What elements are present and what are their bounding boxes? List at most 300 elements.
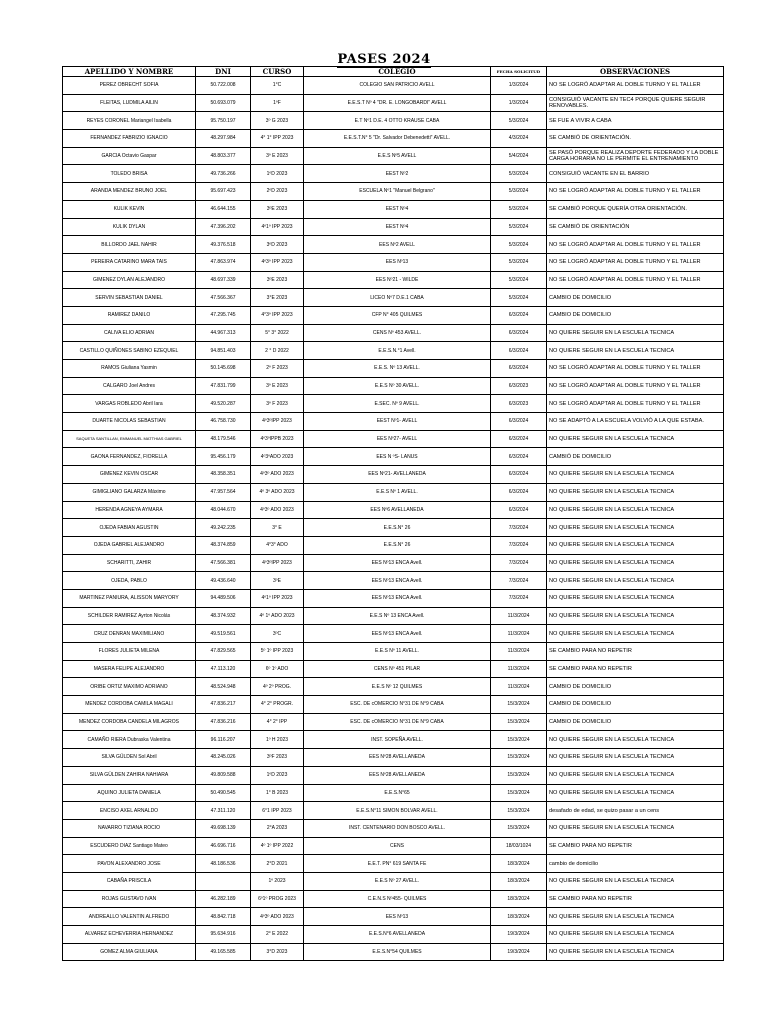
cell-curso: 3ºE: [251, 572, 304, 590]
cell-colegio: INST. SOPEÑA AVELL.: [304, 731, 491, 749]
table-row: [63, 200, 724, 218]
cell-observaciones: NO QUIERE SEGUIR EN LA ESCUELA TECNICA: [547, 784, 724, 802]
cell-dni: 47.295.745: [196, 306, 251, 324]
cell-curso: 4º3º ADO 2023: [251, 501, 304, 519]
cell-curso: 6°1 IPP 2023: [251, 802, 304, 820]
table-row: [63, 678, 724, 696]
cell-colegio: EEST Nº4: [304, 200, 491, 218]
table-row: [63, 253, 724, 271]
cell-colegio: EEST Nº2: [304, 165, 491, 183]
cell-fecha-solicitud: 6/3/2024: [491, 413, 547, 431]
table-row: [63, 271, 724, 289]
cell-curso: 5° 3° 2022: [251, 324, 304, 342]
table-row: [63, 926, 724, 944]
cell-curso: 4º3º ADO 2023: [251, 908, 304, 926]
table-row: [63, 448, 724, 466]
cell-dni: 47.113.120: [196, 660, 251, 678]
cell-dni: 49.809.588: [196, 766, 251, 784]
cell-dni: 47.311.120: [196, 802, 251, 820]
cell-curso: 3ºE 2023: [251, 200, 304, 218]
cell-observaciones: NO QUIERE SEGUIR EN LA ESCUELA TECNICA: [547, 519, 724, 537]
cell-curso: 2°D 2021: [251, 855, 304, 873]
cell-observaciones: NO QUIERE SEGUIR EN LA ESCUELA TECNICA: [547, 607, 724, 625]
cell-fecha-solicitud: 19/3/2024: [491, 943, 547, 961]
cell-curso: 4º1º IPP 2023: [251, 589, 304, 607]
cell-colegio: E.E.S Nº 12 QUILMES: [304, 678, 491, 696]
table-row: [63, 660, 724, 678]
cell-dni: 47.566.381: [196, 554, 251, 572]
cell-apellido-nombre: GOMEZ ALMA GIULIANA: [63, 943, 196, 961]
cell-curso: 2 ° D 2022: [251, 342, 304, 360]
cell-curso: 3ºF 2023: [251, 749, 304, 767]
cell-fecha-solicitud: 5/3/2024: [491, 200, 547, 218]
cell-observaciones: NO QUIERE SEGUIR EN LA ESCUELA TECNICA: [547, 483, 724, 501]
cell-observaciones: CAMBIO DE DOMICILIO: [547, 289, 724, 307]
cell-colegio: E.T Nº1 D.E. 4 OTTO KRAUSE CABA: [304, 112, 491, 130]
cell-curso: 1º H 2023: [251, 731, 304, 749]
cell-dni: 49.519.561: [196, 625, 251, 643]
cell-apellido-nombre: ORIBE ORTIZ MAXIMO ADRIANO: [63, 678, 196, 696]
table-row: [63, 802, 724, 820]
table-row: [63, 130, 724, 148]
cell-apellido-nombre: ALVAREZ ECHEVERRIA HERNANDEZ: [63, 926, 196, 944]
header-observaciones: OBSERVACIONES: [547, 67, 724, 77]
cell-apellido-nombre: ESCUDERO DIAZ Santiago Mateo: [63, 837, 196, 855]
cell-curso: 4°3° ADO: [251, 536, 304, 554]
cell-observaciones: NO SE LOGRÓ ADAPTAR AL DOBLE TURNO Y EL TALLER: [547, 377, 724, 395]
cell-observaciones: NO SE LOGRÓ ADAPTAR AL DOBLE TURNO Y EL TALLER: [547, 360, 724, 378]
cell-colegio: EES Nº27- AVELL: [304, 430, 491, 448]
cell-observaciones: SE PASÓ PORQUE REALIZA DEPORTE FEDERADO Y LA DOBLE CARGA HORARIA NO LE PERMITE EL ENTRENAMIENTO: [547, 147, 724, 165]
cell-observaciones: NO QUIERE SEGUIR EN LA ESCUELA TECNICA: [547, 430, 724, 448]
cell-curso: 1°C: [251, 77, 304, 95]
table-row: [63, 819, 724, 837]
cell-apellido-nombre: SILVA GÜLDEN ZAHIRA NAHIARA: [63, 766, 196, 784]
cell-dni: 47.836.216: [196, 713, 251, 731]
cell-curso: 2°A 2023: [251, 819, 304, 837]
cell-apellido-nombre: ROJAS GUSTAVO IVAN: [63, 890, 196, 908]
cell-fecha-solicitud: 7/3/2024: [491, 589, 547, 607]
cell-curso: 2° E 2022: [251, 926, 304, 944]
cell-fecha-solicitud: 6/3/2023: [491, 377, 547, 395]
table-row: [63, 342, 724, 360]
cell-apellido-nombre: ANDREALLO VALENTIN ALFREDO: [63, 908, 196, 926]
table-row: [63, 784, 724, 802]
cell-colegio: E.E.S Nº 30 AVELL.: [304, 377, 491, 395]
cell-colegio: CENS: [304, 837, 491, 855]
cell-dni: 95.456.179: [196, 448, 251, 466]
table-row: [63, 625, 724, 643]
cell-fecha-solicitud: 5/3/2024: [491, 165, 547, 183]
cell-colegio: E.E.S.N° 26: [304, 536, 491, 554]
cell-curso: 1° B 2023: [251, 784, 304, 802]
cell-observaciones: CAMBIÓ DE DOMICILIO: [547, 448, 724, 466]
table-row: [63, 77, 724, 95]
cell-observaciones: NO QUIERE SEGUIR EN LA ESCUELA TECNICA: [547, 554, 724, 572]
table-row: [63, 536, 724, 554]
cell-apellido-nombre: CAMAÑO RIERA Dubraska Valentina: [63, 731, 196, 749]
cell-dni: 48.374.932: [196, 607, 251, 625]
cell-fecha-solicitud: 18/3/2024: [491, 908, 547, 926]
cell-apellido-nombre: ENCISO AXEL ARNALDO: [63, 802, 196, 820]
cell-observaciones: SE CAMBIO PARA NO REPETIR: [547, 643, 724, 661]
table-row: [63, 749, 724, 767]
cell-colegio: LICEO Nº7 D.E.1 CABA: [304, 289, 491, 307]
table-row: [63, 183, 724, 201]
cell-apellido-nombre: FERNANDEZ FABRIZIO IGNACIO: [63, 130, 196, 148]
cell-fecha-solicitud: 7/3/2024: [491, 554, 547, 572]
cell-curso: 3º F 2023: [251, 395, 304, 413]
cell-fecha-solicitud: 6/3/2024: [491, 483, 547, 501]
cell-fecha-solicitud: 6/3/2023: [491, 395, 547, 413]
cell-fecha-solicitud: 11/3/2024: [491, 678, 547, 696]
cell-observaciones: SE CAMBIÓ PORQUE QUERÍA OTRA ORIENTACIÓN.: [547, 200, 724, 218]
table-body: [63, 77, 724, 961]
cell-apellido-nombre: OJEDA, PABLO: [63, 572, 196, 590]
cell-colegio: EES Nº13 ENCA Avell.: [304, 572, 491, 590]
transfers-table: [62, 66, 724, 961]
cell-colegio: ESC. DE cOMERCIO N°31 DE N°9 CABA: [304, 696, 491, 714]
cell-apellido-nombre: REYES CORONEL Mariangel Isabella: [63, 112, 196, 130]
cell-apellido-nombre: CRUZ DENRAN MAXIMILIANO: [63, 625, 196, 643]
cell-observaciones: NO SE LOGRÓ ADAPTAR AL DOBLE TURNO Y EL TALLER: [547, 77, 724, 95]
cell-apellido-nombre: SERVIN SEBASTIAN DANIEL: [63, 289, 196, 307]
cell-apellido-nombre: GIMENEZ KEVIN OSCAR: [63, 466, 196, 484]
cell-curso: 3°D 2023: [251, 943, 304, 961]
cell-curso: 5º 1º IPP 2023: [251, 643, 304, 661]
table-row: [63, 554, 724, 572]
cell-dni: 48.524.948: [196, 678, 251, 696]
cell-fecha-solicitud: 19/3/2024: [491, 926, 547, 944]
cell-observaciones: NO QUIERE SEGUIR EN LA ESCUELA TECNICA: [547, 589, 724, 607]
cell-colegio: EES Nº21 - WILDE: [304, 271, 491, 289]
table-row: [63, 289, 724, 307]
cell-apellido-nombre: GIMIGLIANO GALARZA Máximo: [63, 483, 196, 501]
table-row: [63, 731, 724, 749]
cell-dni: 48.374.859: [196, 536, 251, 554]
cell-colegio: EES Nº13 ENCA Avell.: [304, 625, 491, 643]
cell-colegio: ESCUELA Nº1 "Manuel Belgrano": [304, 183, 491, 201]
table-row: [63, 218, 724, 236]
cell-colegio: EES Nº13: [304, 908, 491, 926]
table-row: [63, 413, 724, 431]
cell-observaciones: NO QUIERE SEGUIR EN LA ESCUELA TECNICA: [547, 943, 724, 961]
cell-dni: 47.829.565: [196, 643, 251, 661]
header-curso: CURSO: [251, 67, 304, 77]
cell-observaciones: NO QUIERE SEGUIR EN LA ESCUELA TECNICA: [547, 466, 724, 484]
cell-dni: 48.297.984: [196, 130, 251, 148]
cell-fecha-solicitud: 6/3/2024: [491, 360, 547, 378]
cell-apellido-nombre: CABAÑA PRISCILA: [63, 872, 196, 890]
cell-observaciones: NO SE LOGRÓ ADAPTAR AL DOBLE TURNO Y EL TALLER: [547, 253, 724, 271]
cell-fecha-solicitud: 5/4/2024: [491, 147, 547, 165]
cell-observaciones: CONSIGUIÓ VACANTE EN TEC4 PORQUE QUIERE SEGUIR RENOVABLES.: [547, 94, 724, 112]
cell-observaciones: CAMBIO DE DOMICILIO: [547, 306, 724, 324]
cell-observaciones: CAMBIO DE DOMICILIO: [547, 678, 724, 696]
cell-colegio: CENS Nº 453 AVELL.: [304, 324, 491, 342]
cell-fecha-solicitud: 5/3/2024: [491, 253, 547, 271]
cell-fecha-solicitud: 5/3/2024: [491, 236, 547, 254]
cell-curso: 4º3ºADO 2023: [251, 448, 304, 466]
cell-apellido-nombre: PEREIRA CATARINO MARA TAIS: [63, 253, 196, 271]
header-colegio: COLEGIO: [304, 67, 491, 77]
cell-colegio: EES Nº2 AVELL: [304, 236, 491, 254]
cell-observaciones: NO SE ADAPTÓ A LA ESCUELA VOLVIÓ A LA QUE ESTABA.: [547, 413, 724, 431]
table-row: [63, 324, 724, 342]
cell-curso: 3º E 2023: [251, 147, 304, 165]
cell-fecha-solicitud: 5/3/2024: [491, 289, 547, 307]
cell-fecha-solicitud: 15/3/2024: [491, 802, 547, 820]
cell-dni: 48.186.536: [196, 855, 251, 873]
cell-curso: 4º 1º IPP 2022: [251, 837, 304, 855]
cell-curso: 4º3ºIPP 2023: [251, 554, 304, 572]
cell-curso: 3ºD 2023: [251, 236, 304, 254]
cell-fecha-solicitud: 15/3/2024: [491, 766, 547, 784]
cell-fecha-solicitud: 7/3/2024: [491, 536, 547, 554]
cell-apellido-nombre: TOLEDO BRISA: [63, 165, 196, 183]
cell-fecha-solicitud: 11/3/2024: [491, 607, 547, 625]
cell-observaciones: NO QUIERE SEGUIR EN LA ESCUELA TECNICA: [547, 766, 724, 784]
cell-fecha-solicitud: 15/3/2024: [491, 749, 547, 767]
cell-fecha-solicitud: 15/3/2024: [491, 713, 547, 731]
cell-colegio: E.E.T. PN° 619 SANTA FE: [304, 855, 491, 873]
cell-apellido-nombre: RAMOS Giuliana Yasmin: [63, 360, 196, 378]
cell-apellido-nombre: NAVARRO TIZIANA ROCIO: [63, 819, 196, 837]
cell-colegio: EES Nº21- AVELLANEDA: [304, 466, 491, 484]
cell-colegio: EEST Nº4: [304, 218, 491, 236]
cell-fecha-solicitud: 5/3/2024: [491, 271, 547, 289]
cell-curso: 2ºD 2023: [251, 183, 304, 201]
cell-colegio: E.E.S.N°54 QUILMES: [304, 943, 491, 961]
cell-dni: 46.758.730: [196, 413, 251, 431]
cell-colegio: C.E.N.S Nº455- QUILMES: [304, 890, 491, 908]
cell-apellido-nombre: PEREZ OBRECHT SOFIA: [63, 77, 196, 95]
cell-curso: 4º3ºIPP 2023: [251, 413, 304, 431]
cell-dni: 95.750.197: [196, 112, 251, 130]
table-row: [63, 837, 724, 855]
cell-observaciones: CONSIGUIÓ VACANTE EN EL BARRIO: [547, 165, 724, 183]
cell-dni: 49.436.640: [196, 572, 251, 590]
cell-dni: 46.644.155: [196, 200, 251, 218]
cell-curso: 6º1º PROG 2023: [251, 890, 304, 908]
cell-observaciones: NO QUIERE SEGUIR EN LA ESCUELA TECNICA: [547, 324, 724, 342]
cell-observaciones: SE CAMBIO PARA NO REPETIR: [547, 660, 724, 678]
cell-observaciones: SE CAMBIÓ DE ORIENTACIÓN: [547, 218, 724, 236]
table-row: [63, 643, 724, 661]
cell-observaciones: NO SE LOGRÓ ADAPTAR AL DOBLE TURNO Y EL TALLER: [547, 271, 724, 289]
cell-fecha-solicitud: 15/3/2024: [491, 819, 547, 837]
cell-curso: 4º3º IPP 2023: [251, 253, 304, 271]
cell-dni: 48.803.377: [196, 147, 251, 165]
cell-observaciones: NO QUIERE SEGUIR EN LA ESCUELA TECNICA: [547, 872, 724, 890]
cell-dni: 48.358.351: [196, 466, 251, 484]
cell-apellido-nombre: CASTILLO QUIÑONES SABINO EZEQUIEL: [63, 342, 196, 360]
cell-dni: 95.697.423: [196, 183, 251, 201]
cell-fecha-solicitud: 18/3/2024: [491, 872, 547, 890]
cell-colegio: ESC. DE cOMERCIO N°31 DE N°9 CABA: [304, 713, 491, 731]
cell-apellido-nombre: OJEDA FABIAN AGUSTIN: [63, 519, 196, 537]
table-row: [63, 713, 724, 731]
cell-observaciones: NO QUIERE SEGUIR EN LA ESCUELA TECNICA: [547, 342, 724, 360]
cell-colegio: E.E.S. Nº 13 AVELL.: [304, 360, 491, 378]
document-title-text: PASES 2024: [337, 52, 431, 67]
table-row: [63, 306, 724, 324]
cell-observaciones: SE CAMBIÓ DE ORIENTACIÓN.: [547, 130, 724, 148]
cell-curso: 3° E: [251, 519, 304, 537]
cell-dni: [196, 872, 251, 890]
cell-apellido-nombre: GAONA FERNANDEZ, FIORELLA: [63, 448, 196, 466]
header-row: [63, 67, 724, 77]
table-row: [63, 589, 724, 607]
cell-colegio: E.E.S.N°65: [304, 784, 491, 802]
cell-fecha-solicitud: 7/3/2024: [491, 572, 547, 590]
cell-colegio: E.E.S.T.N° 5 "Dr. Salvador Debenedetti" AVELL.: [304, 130, 491, 148]
cell-apellido-nombre: HERENDA AGNEYA AYMARA: [63, 501, 196, 519]
cell-observaciones: NO QUIERE SEGUIR EN LA ESCUELA TECNICA: [547, 536, 724, 554]
cell-curso: 3º G 2023: [251, 112, 304, 130]
cell-apellido-nombre: VARGAS ROBLEDO Abril Iara: [63, 395, 196, 413]
table-row: [63, 360, 724, 378]
cell-dni: 94.851.403: [196, 342, 251, 360]
cell-fecha-solicitud: 6/3/2024: [491, 466, 547, 484]
cell-observaciones: NO SE LOGRÓ ADAPTAR AL DOBLE TURNO Y EL TALLER: [547, 395, 724, 413]
cell-apellido-nombre: PAVON ALEXANDRO JOSE: [63, 855, 196, 873]
cell-apellido-nombre: CALGARO Joel Andres: [63, 377, 196, 395]
cell-observaciones: NO SE LOGRÓ ADAPTAR AL DOBLE TURNO Y EL TALLER: [547, 183, 724, 201]
table-row: [63, 855, 724, 873]
cell-colegio: EES Nº13 ENCA Avell.: [304, 554, 491, 572]
cell-apellido-nombre: GIMENEZ DYLAN ALEJANDRO: [63, 271, 196, 289]
cell-colegio: E.E.S Nº5 AVELL: [304, 147, 491, 165]
cell-fecha-solicitud: 7/3/2024: [491, 519, 547, 537]
cell-colegio: EES Nº6 AVELLANEDA: [304, 501, 491, 519]
cell-dni: 50.490.545: [196, 784, 251, 802]
cell-observaciones: NO SE LOGRÓ ADAPTAR AL DOBLE TURNO Y EL TALLER: [547, 236, 724, 254]
cell-fecha-solicitud: 18/3/2024: [491, 890, 547, 908]
cell-apellido-nombre: FLORES JULIETA MILENA: [63, 643, 196, 661]
cell-colegio: CFP N° 405 QUILMES: [304, 306, 491, 324]
cell-curso: 4º 1º ADO 2023: [251, 607, 304, 625]
cell-apellido-nombre: GARCIA Octavio Gaspar: [63, 147, 196, 165]
cell-observaciones: desafado de edad, se quizo pasar a un cens: [547, 802, 724, 820]
cell-dni: 48.044.670: [196, 501, 251, 519]
cell-dni: 47.396.202: [196, 218, 251, 236]
cell-apellido-nombre: SILVA GÜLDEN Sol Abril: [63, 749, 196, 767]
cell-apellido-nombre: SCHARITTI, ZAHIR: [63, 554, 196, 572]
cell-fecha-solicitud: 11/3/2024: [491, 643, 547, 661]
cell-apellido-nombre: DUARTE NICOLAS SEBASTIAN: [63, 413, 196, 431]
table-row: [63, 890, 724, 908]
cell-apellido-nombre: KULIK KEVIN: [63, 200, 196, 218]
cell-fecha-solicitud: 5/3/2024: [491, 183, 547, 201]
cell-curso: 4º3º ADO 2023: [251, 466, 304, 484]
cell-colegio: E.E.S.T Nº 4 "DR. E. LONGOBARDI" AVELL: [304, 94, 491, 112]
cell-colegio: E.E.S Nº 13 ENCA Avell.: [304, 607, 491, 625]
table-row: [63, 501, 724, 519]
table-row: [63, 908, 724, 926]
cell-fecha-solicitud: 18/03/1024: [491, 837, 547, 855]
cell-colegio: E.E.S Nº 11 AVELL.: [304, 643, 491, 661]
cell-curso: 4º 3º ADO 2023: [251, 483, 304, 501]
table-row: [63, 395, 724, 413]
cell-dni: 44.967.313: [196, 324, 251, 342]
cell-curso: 4º 2º PROG.: [251, 678, 304, 696]
cell-curso: 4º1º IPP 2023: [251, 218, 304, 236]
cell-dni: 48.179.546: [196, 430, 251, 448]
cell-curso: 6º 1º ADO: [251, 660, 304, 678]
cell-observaciones: NO QUIERE SEGUIR EN LA ESCUELA TECNICA: [547, 749, 724, 767]
table-row: [63, 696, 724, 714]
cell-apellido-nombre: CALIVA ELIO ADRIAN: [63, 324, 196, 342]
table-row: [63, 872, 724, 890]
cell-apellido-nombre: AQUINO JULIETA DANIELA: [63, 784, 196, 802]
cell-colegio: E.E.S.N°11 SIMON BOLVAR AVELL.: [304, 802, 491, 820]
cell-fecha-solicitud: 4/3/2024: [491, 130, 547, 148]
cell-dni: 50.145.698: [196, 360, 251, 378]
cell-fecha-solicitud: 6/3/2024: [491, 342, 547, 360]
cell-curso: 4° 2° IPP: [251, 713, 304, 731]
cell-colegio: EEST Nº1- AVELL: [304, 413, 491, 431]
cell-apellido-nombre: MENDEZ CORDOBA CAMILA MAGALI: [63, 696, 196, 714]
table-row: [63, 607, 724, 625]
cell-dni: 47.566.367: [196, 289, 251, 307]
cell-dni: 47.831.799: [196, 377, 251, 395]
cell-fecha-solicitud: 15/3/2024: [491, 784, 547, 802]
table-row: [63, 483, 724, 501]
cell-colegio: EES Nº28 AVELLANEDA: [304, 766, 491, 784]
table-row: [63, 943, 724, 961]
cell-apellido-nombre: KULIK DYLAN: [63, 218, 196, 236]
cell-fecha-solicitud: 6/3/2024: [491, 448, 547, 466]
cell-curso: 3º E 2023: [251, 377, 304, 395]
cell-apellido-nombre: ARANDA MENDEZ BRUNO JOEL: [63, 183, 196, 201]
table-row: [63, 94, 724, 112]
cell-dni: 48.842.718: [196, 908, 251, 926]
cell-colegio: EES Nº28 AVELLANEDA: [304, 749, 491, 767]
cell-curso: 3ºC: [251, 625, 304, 643]
cell-fecha-solicitud: 15/3/2024: [491, 731, 547, 749]
cell-colegio: COLEGIO SAN PATRICIO AVELL: [304, 77, 491, 95]
cell-fecha-solicitud: 6/3/2024: [491, 430, 547, 448]
table-row: [63, 112, 724, 130]
cell-observaciones: SE FUE A VIVIR A CABA: [547, 112, 724, 130]
cell-colegio: E.E.S.N° 26: [304, 519, 491, 537]
cell-apellido-nombre: RAMIREZ DANILO: [63, 306, 196, 324]
cell-fecha-solicitud: 5/3/2024: [491, 218, 547, 236]
cell-fecha-solicitud: 18/3/2024: [491, 855, 547, 873]
cell-observaciones: NO QUIERE SEGUIR EN LA ESCUELA TECNICA: [547, 731, 724, 749]
cell-apellido-nombre: SCHILDER RAMIREZ Ayrton Nicolás: [63, 607, 196, 625]
table-header: [63, 67, 724, 77]
cell-fecha-solicitud: 6/3/2024: [491, 306, 547, 324]
cell-dni: 49.698.139: [196, 819, 251, 837]
cell-apellido-nombre: MASERA FELIPE ALEJANDRO: [63, 660, 196, 678]
cell-observaciones: NO QUIERE SEGUIR EN LA ESCUELA TECNICA: [547, 572, 724, 590]
cell-apellido-nombre: OJEDA GABRIEL ALEJANDRO: [63, 536, 196, 554]
cell-dni: 50.722.008: [196, 77, 251, 95]
cell-dni: 46.282.189: [196, 890, 251, 908]
cell-colegio: CENS Nº 451 PILAR: [304, 660, 491, 678]
table-row: [63, 377, 724, 395]
cell-curso: 1ºF: [251, 94, 304, 112]
cell-observaciones: CAMBIO DE DOMICILIO: [547, 713, 724, 731]
cell-colegio: E.E.S Nº 1 AVELL.: [304, 483, 491, 501]
cell-colegio: E.E.S.N.°1 Avell.: [304, 342, 491, 360]
cell-colegio: INST. CENTENARIO DON BOSCO AVELL.: [304, 819, 491, 837]
cell-fecha-solicitud: 15/3/2024: [491, 696, 547, 714]
cell-curso: 4° 2° PROGR.: [251, 696, 304, 714]
cell-fecha-solicitud: 1/3/2024: [491, 77, 547, 95]
